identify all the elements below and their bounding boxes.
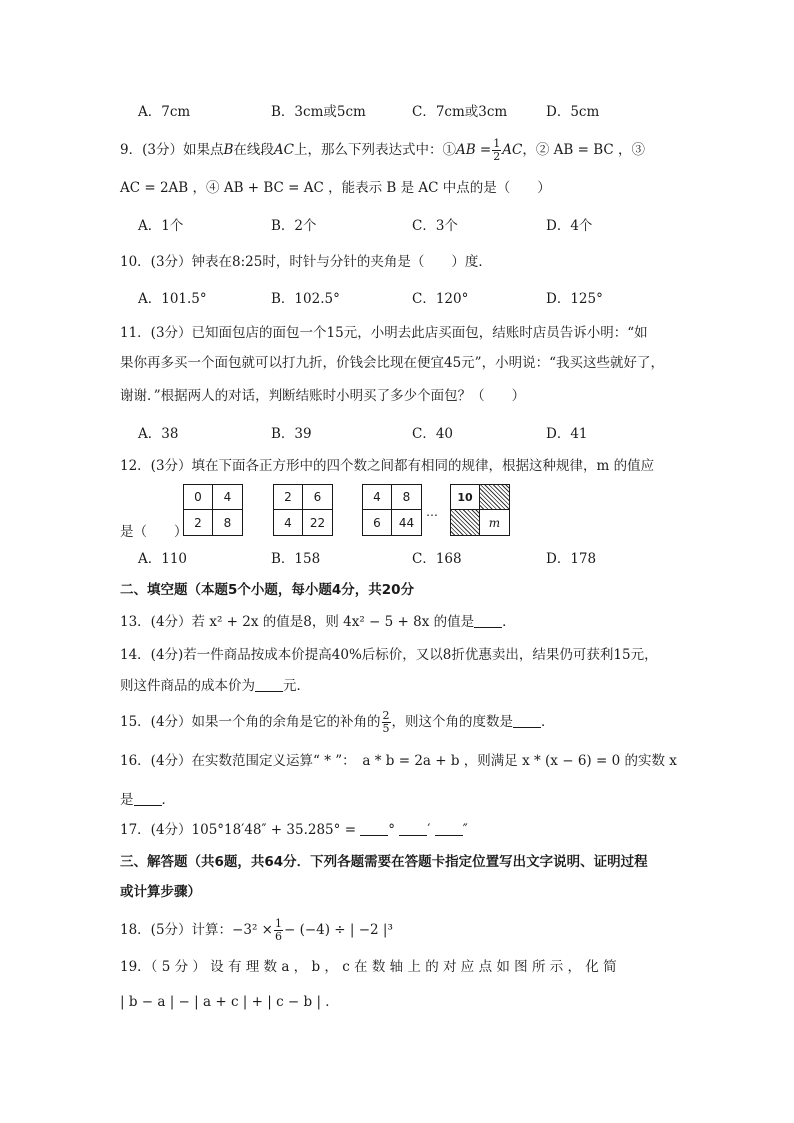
q9-var-b: B [223,142,234,158]
q12-option-c: C．168 [412,551,462,567]
q9-line1 [120,138,645,163]
grid-cell: 8 [392,485,421,510]
q9-text2: 上，那么下列表达式中：① [293,142,456,158]
q10-option-b: B．102.5° [271,291,340,307]
grid-cell: 4 [274,510,303,535]
q8-options [138,102,698,122]
q10-option-c: C．120° [412,291,469,307]
grid-cell: 10 [451,485,480,510]
q10-options [138,289,698,309]
q15-stem: 15．(4分）如果一个角的余角是它的补角的 $\frac{2}{5}$ ，则这个角的度数是 ． [120,709,555,735]
q18-stem: 18．(5分）计算：−3² × $\frac{1}{6}$ − (−4) ÷ | −2 |³ [120,917,393,943]
q8-option-b: B．3cm或5cm [271,104,366,120]
q11-option-c: C．40 [412,426,454,442]
q11-options [138,424,698,444]
q9-option-a: A．1个 [138,218,184,234]
q12-square-4 [450,484,510,536]
q9-prefix: 9．(3分）如果点 [120,142,224,158]
grid-cell: 2 [274,485,303,510]
q16-line1: 16．(4分）在实数范围定义运算“ * ”： a * b = 2a + b ，则满足 x * (x − 6) = 0 的实数 x [120,753,677,769]
q9-option-d: D．4个 [546,218,593,234]
q9-options [138,216,698,236]
q9-option-c: C．3个 [412,218,458,234]
q10-option-d: D．125° [546,291,603,307]
grid-cell: 4 [363,485,392,510]
answer-blank [513,713,541,728]
q8-option-c: C．7cm或3cm [412,104,508,120]
q19-line1: 19．（ 5 分 ） 设 有 理 数 a ， b ， c 在 数 轴 上 的 对 应 点 如 图 所 示 ， 化 简 [120,959,617,975]
q13-stem: 13．(4分）若 x² + 2x 的值是8，则 4x² − 5 + 8x 的值是 ． [120,614,516,630]
q9-var-ac: AC [273,142,294,158]
answer-blank [255,677,283,692]
q9-expr1-left: AB = [455,142,492,158]
q14-line1: 14．(4分)若一件商品按成本价提高40%后标价，又以8折优惠卖出，结果仍可获利15元， [120,647,658,663]
section3-heading-line2: 或计算步骤） [120,884,201,900]
q12-square-1 [183,484,243,536]
answer-blank [134,791,162,806]
q11-line1: 11．(3分）已知面包店的面包一个15元，小明去此店买面包，结账时店员告诉小明：“如 [120,325,648,341]
q9-option-b: B．2个 [271,218,317,234]
q19-line2: | b − a | − | a + c | + | c − b | ． [120,994,339,1010]
q12-square-3 [362,484,422,536]
answer-blank-minutes [399,821,427,836]
q11-line2: 果你再多买一个面包就可以打九折，价钱会比现在便宜45元”，小明说：“我买这些就好了， [120,355,664,371]
q9-expr2: ，② AB = BC ，③ [522,142,645,158]
q12-line2: 是（ ） [120,524,188,540]
answer-blank-degrees [360,821,388,836]
q8-option-a: A．7cm [138,104,191,120]
grid-cell: m [488,515,501,530]
answer-blank [474,613,502,628]
q18-fraction: $\frac{1}{6}$ [274,917,282,943]
q12-square-2 [273,484,333,536]
q12-option-a: A．110 [138,551,188,567]
q12-line1: 12．(3分）填在下面各正方形中的四个数之间都有相同的规律，根据这种规律，m 的值应 [120,458,655,474]
q12-options [138,549,698,569]
q8-option-d: D．5cm [546,104,600,120]
q17-stem: 17．(4分）105°18′48″ + 35.285° = ° ′ ″ [120,822,468,838]
q15-fraction: $\frac{2}{5}$ [382,709,390,735]
q12-option-d: D．178 [546,551,597,567]
grid-cell: 2 [184,510,213,535]
grid-cell-hatched [451,510,480,535]
q9-fraction: $\frac{1}{2}$ [493,137,501,163]
q14-line2: 则这件商品的成本价为 元． [120,678,310,694]
grid-cell: 0 [184,485,213,510]
q16-line2: 是 ． [120,792,175,808]
q12-ellipsis: … [426,505,438,519]
grid-cell-hatched [480,485,509,510]
grid-cell: 6 [303,485,332,510]
q11-option-b: B．39 [271,426,312,442]
q11-line3: 谢谢．”根据两人的对话，判断结账时小明买了多少个面包？（ ） [120,388,526,404]
q11-option-a: A．38 [138,426,179,442]
grid-cell: 8 [223,515,232,530]
q9-expr1-right: AC [502,142,523,158]
grid-cell: 22 [309,515,326,530]
q9-text: 在线段 [233,142,274,158]
grid-cell: 6 [363,510,392,535]
q9-line2: AC = 2AB ，④ AB + BC = AC ，能表示 B 是 AC 中点的是（ ） [120,180,551,196]
section2-heading: 二、填空题（本题5个小题，每小题4分，共20分 [120,582,415,598]
q12-option-b: B．158 [271,551,321,567]
answer-blank-seconds [435,821,463,836]
grid-cell: 4 [213,485,242,510]
section3-heading-line1: 三、解答题（共6题，共64分．下列各题需要在答题卡指定位置写出文字说明、证明过程 [120,854,648,870]
q10-option-a: A．101.5° [138,291,207,307]
q10-stem: 10．(3分）钟表在8:25时，时针与分针的夹角是（ ）度． [120,254,492,270]
grid-cell: 44 [398,515,415,530]
q11-option-d: D．41 [546,426,588,442]
